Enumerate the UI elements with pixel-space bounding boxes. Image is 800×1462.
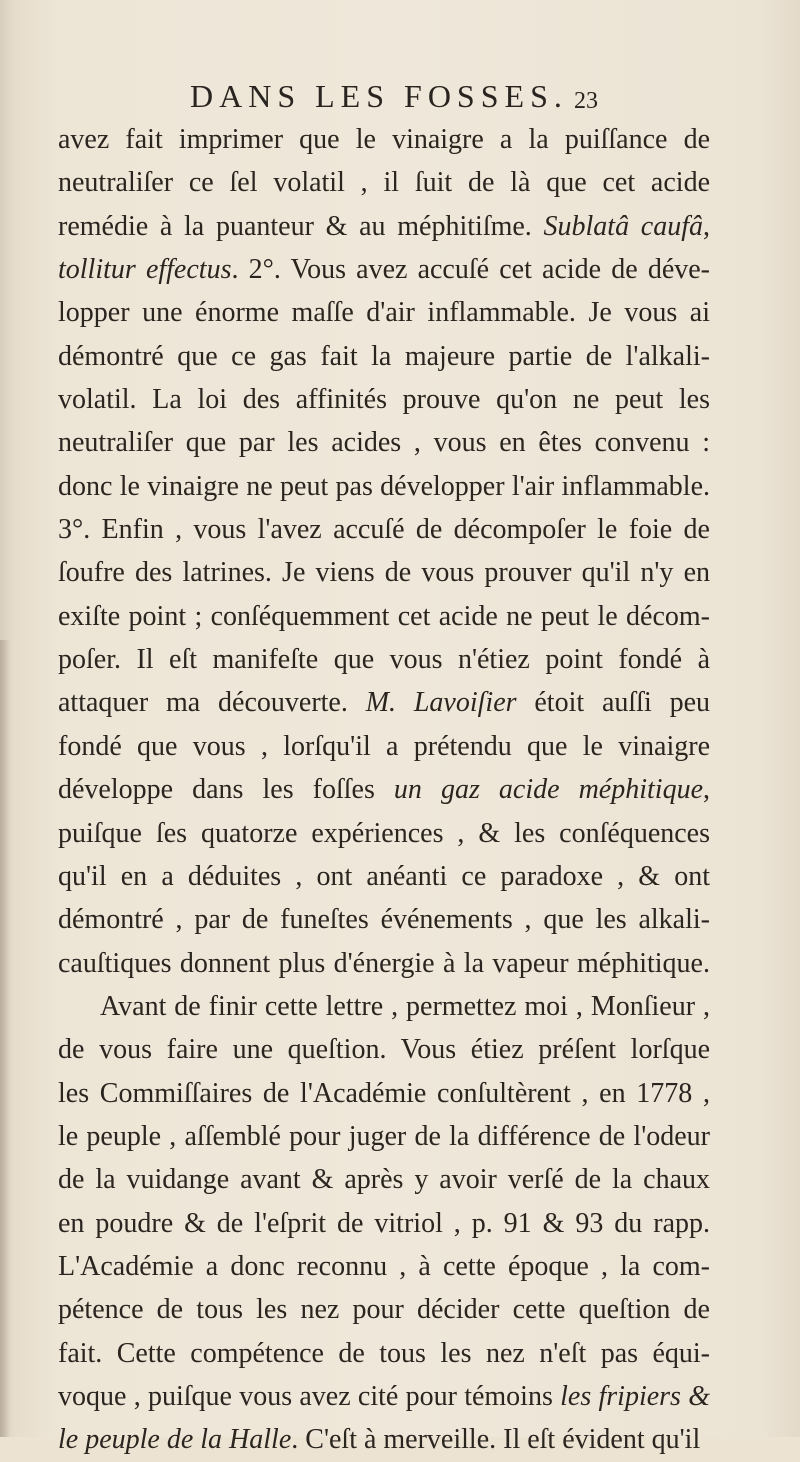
text-line bbox=[58, 768, 710, 811]
running-head: DANS LES FOSSES. bbox=[190, 78, 568, 114]
text-segment: , bbox=[703, 774, 710, 806]
text-segment: ſoufre des latrines. Je viens de vous prouver qu'il n'y en bbox=[58, 557, 710, 589]
text-segment: puiſque ſes quatorze expériences , & les conſéquences bbox=[58, 817, 710, 849]
text-segment: , bbox=[703, 210, 710, 242]
text-segment: qu'il en a déduites , ont anéanti ce paradoxe , & ont bbox=[58, 860, 710, 892]
text-segment: lopper une énorme maſſe d'air inflammable. Je vous ai bbox=[58, 297, 710, 329]
text-segment: fait. Cette compétence de tous les nez n'eſt pas équi- bbox=[58, 1337, 710, 1369]
italic-segment: un gaz acide méphitique bbox=[393, 774, 703, 806]
text-segment: remédie à la puanteur & au méphitiſme. bbox=[58, 210, 544, 242]
text-line bbox=[58, 1202, 710, 1245]
text-line bbox=[58, 378, 710, 421]
text-segment: attaquer ma découverte. bbox=[58, 687, 366, 719]
text-line bbox=[58, 638, 710, 681]
text-line bbox=[58, 1115, 710, 1158]
text-segment: volatil. La loi des affinités prouve qu'on ne peut les bbox=[58, 384, 710, 416]
text-line bbox=[58, 421, 710, 464]
text-line bbox=[58, 595, 710, 638]
italic-segment: Sublatâ caufâ bbox=[543, 210, 703, 242]
text-segment: Avant de finir cette lettre , permettez moi , Monſieur , bbox=[100, 990, 710, 1022]
text-segment: neutraliſer que par les acides , vous en êtes convenu : bbox=[58, 427, 710, 459]
text-segment: exiſte point ; conſéquemment cet acide ne peut le décom- bbox=[58, 600, 710, 632]
text-line bbox=[58, 551, 710, 594]
text-segment: fondé que vous , lorſqu'il a prétendu que le vinaigre bbox=[58, 730, 710, 762]
text-line bbox=[58, 985, 710, 1028]
text-line bbox=[58, 681, 710, 724]
text-line bbox=[58, 1332, 710, 1375]
text-line bbox=[58, 1375, 710, 1418]
text-line bbox=[58, 725, 710, 768]
text-segment: neutraliſer ce ſel volatil , il ſuit de là que cet acide bbox=[58, 167, 710, 199]
text-segment: de la vuidange avant & après y avoir verſé de la chaux bbox=[58, 1164, 710, 1196]
text-line bbox=[58, 1418, 710, 1461]
italic-segment: le peuple de la Halle bbox=[58, 1424, 292, 1456]
text-line bbox=[58, 942, 710, 985]
text-line bbox=[58, 335, 710, 378]
italic-segment: M. Lavoiſier bbox=[365, 687, 517, 719]
text-segment: . C'eſt à merveille. Il eſt évident qu'il bbox=[291, 1424, 701, 1456]
text-segment: démontré que ce gas fait la majeure partie de l'alkali- bbox=[58, 340, 710, 372]
text-segment: de vous faire une queſtion. Vous étiez préſent lorſque bbox=[58, 1034, 710, 1066]
text-line bbox=[58, 1028, 710, 1071]
text-line bbox=[58, 205, 710, 248]
text-line bbox=[58, 1288, 710, 1331]
text-line bbox=[58, 812, 710, 855]
text-segment: avez fait imprimer que le vinaigre a la puiſſance de bbox=[58, 124, 710, 155]
text-line bbox=[58, 508, 710, 551]
text-line bbox=[58, 1245, 710, 1288]
text-line bbox=[58, 465, 710, 508]
text-segment: L'Académie a donc reconnu , à cette époque , la com- bbox=[58, 1250, 710, 1282]
text-segment: étoit auſſi peu bbox=[516, 687, 710, 719]
text-segment: les Commiſſaires de l'Académie conſultèrent , en 1778 , bbox=[58, 1077, 710, 1109]
text-segment: le peuple , aſſemblé pour juger de la différence de l'odeur bbox=[58, 1120, 710, 1152]
body-text bbox=[58, 118, 710, 1462]
text-line bbox=[58, 855, 710, 898]
text-segment: en poudre & de l'eſprit de vitriol , p. 91 & 93 du rapp. bbox=[58, 1207, 710, 1239]
italic-segment: tollitur effectus bbox=[58, 254, 232, 286]
text-segment: cauſtiques donnent plus d'énergie à la vapeur méphitique. bbox=[58, 947, 710, 979]
text-line bbox=[58, 248, 710, 291]
text-line bbox=[58, 118, 710, 161]
text-segment: développe dans les foſſes bbox=[58, 774, 394, 806]
text-segment: démontré , par de funeſtes événements , que les alkali- bbox=[58, 904, 710, 936]
italic-segment: les fripiers & bbox=[560, 1380, 710, 1412]
text-segment: donc le vinaigre ne peut pas développer l'air inflammable. bbox=[58, 470, 710, 502]
text-segment: . 2°. Vous avez accuſé cet acide de déve- bbox=[231, 254, 710, 286]
text-segment: pétence de tous les nez pour décider cette queſtion de bbox=[58, 1294, 710, 1326]
text-segment: voque , puiſque vous avez cité pour témoins bbox=[58, 1380, 561, 1412]
text-line bbox=[58, 1158, 710, 1201]
text-segment: 3°. Enfin , vous l'avez accuſé de décompoſer le foie de bbox=[58, 514, 710, 546]
page-number: 23 bbox=[574, 88, 598, 114]
text-line bbox=[58, 898, 710, 941]
text-segment: poſer. Il eſt manifeſte que vous n'étiez point fondé à bbox=[58, 644, 710, 676]
text-line bbox=[58, 1072, 710, 1115]
gutter-shadow bbox=[0, 640, 10, 1437]
text-line bbox=[58, 161, 710, 204]
text-line bbox=[58, 291, 710, 334]
